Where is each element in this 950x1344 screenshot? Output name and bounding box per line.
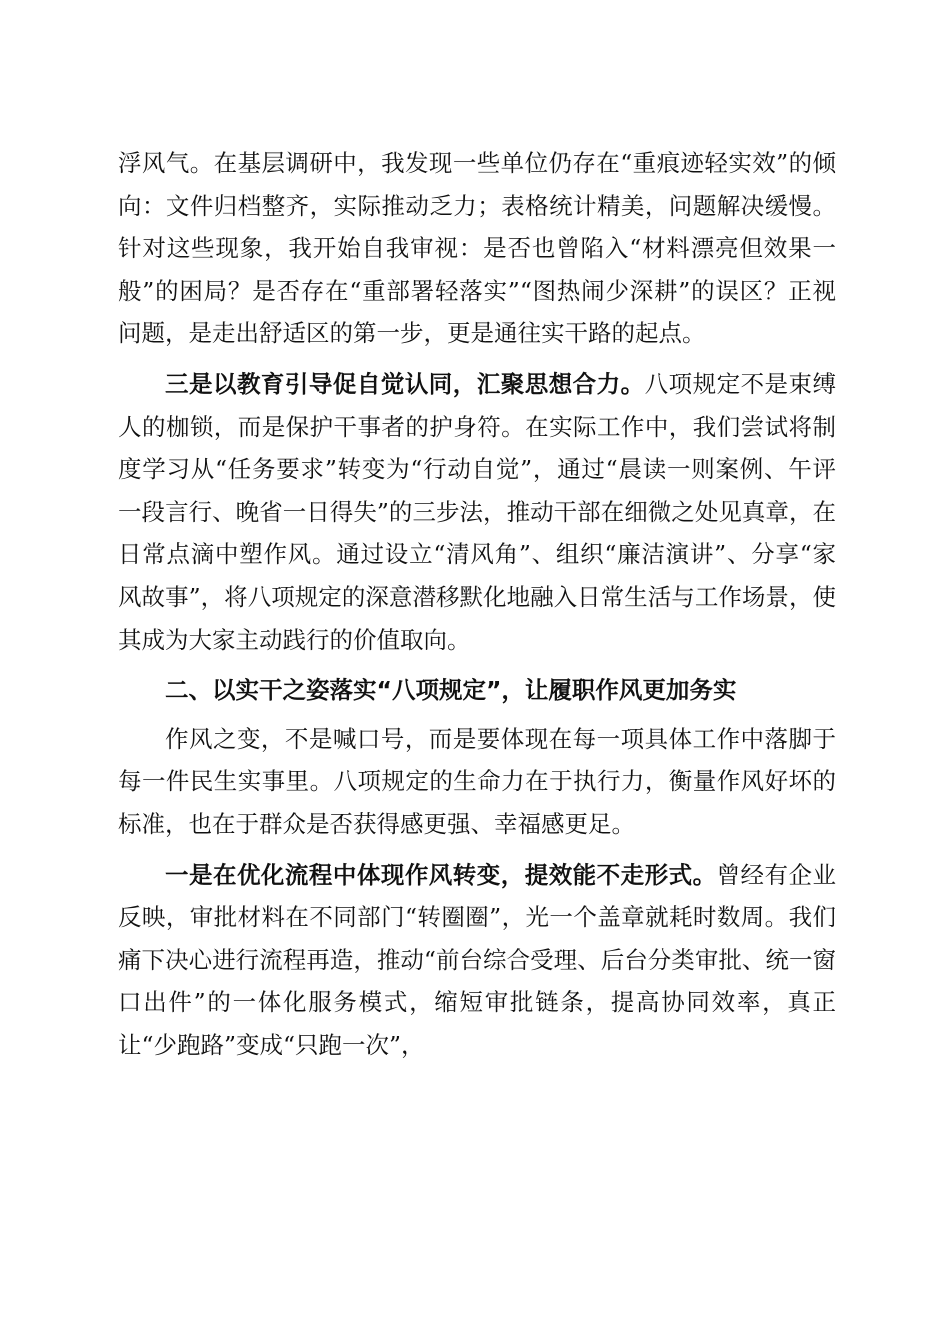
section-heading: 二、以实干之姿落实“八项规定”，让履职作风更加务实 bbox=[165, 676, 737, 705]
body-paragraph: 浮风气。在基层调研中，我发现一些单位仍存在“重痕迹轻实效”的倾向：文件归档整齐，实际推动乏力；表格统计精美，问题解决缓慢。针对这些现象，我开始自我审视：是否也曾陷入“材料漂亮但效果一般”的困局？是否存在“重部署轻落实”“图热闹少深耕”的误区？正视问题，是走出舒适区的第一步，更是通往实干路的起点。 bbox=[118, 149, 836, 348]
body-paragraph bbox=[118, 363, 836, 661]
paragraph-lead: 一是在优化流程中体现作风转变，提效能不走形式。 bbox=[165, 860, 717, 889]
body-paragraph: 作风之变，不是喊口号，而是要体现在每一项具体工作中落脚于每一件民生实事里。八项规定的生命力在于执行力，衡量作风好坏的标准，也在于群众是否获得感更强、幸福感更足。 bbox=[118, 724, 836, 838]
body-paragraph bbox=[118, 854, 836, 1067]
paragraph-body: 曾经有企业反映，审批材料在不同部门“转圈圈”，光一个盖章就耗时数周。我们痛下决心进行流程再造，推动“前台综合受理、后台分类审批、统一窗口出件”的一体化服务模式，缩短审批链条，提高协同效率，真正让“少跑路”变成“只跑一次”， bbox=[118, 860, 837, 1059]
paragraph-body: 八项规定不是束缚人的枷锁，而是保护干事者的护身符。在实际工作中，我们尝试将制度学习从“任务要求”转变为“行动自觉”，通过“晨读一则案例、午评一段言行、晚省一日得失”的三步法，推动干部在细微之处见真章，在日常点滴中塑作风。通过设立“清风角”、组织“廉洁演讲”、分享“家风故事”，将八项规定的深意潜移默化地融入日常生活与工作场景，使其成为大家主动践行的价值取向。 bbox=[118, 369, 837, 654]
paragraph-lead: 三是以教育引导促自觉认同，汇聚思想合力。 bbox=[165, 369, 645, 398]
document-page bbox=[118, 142, 836, 1066]
